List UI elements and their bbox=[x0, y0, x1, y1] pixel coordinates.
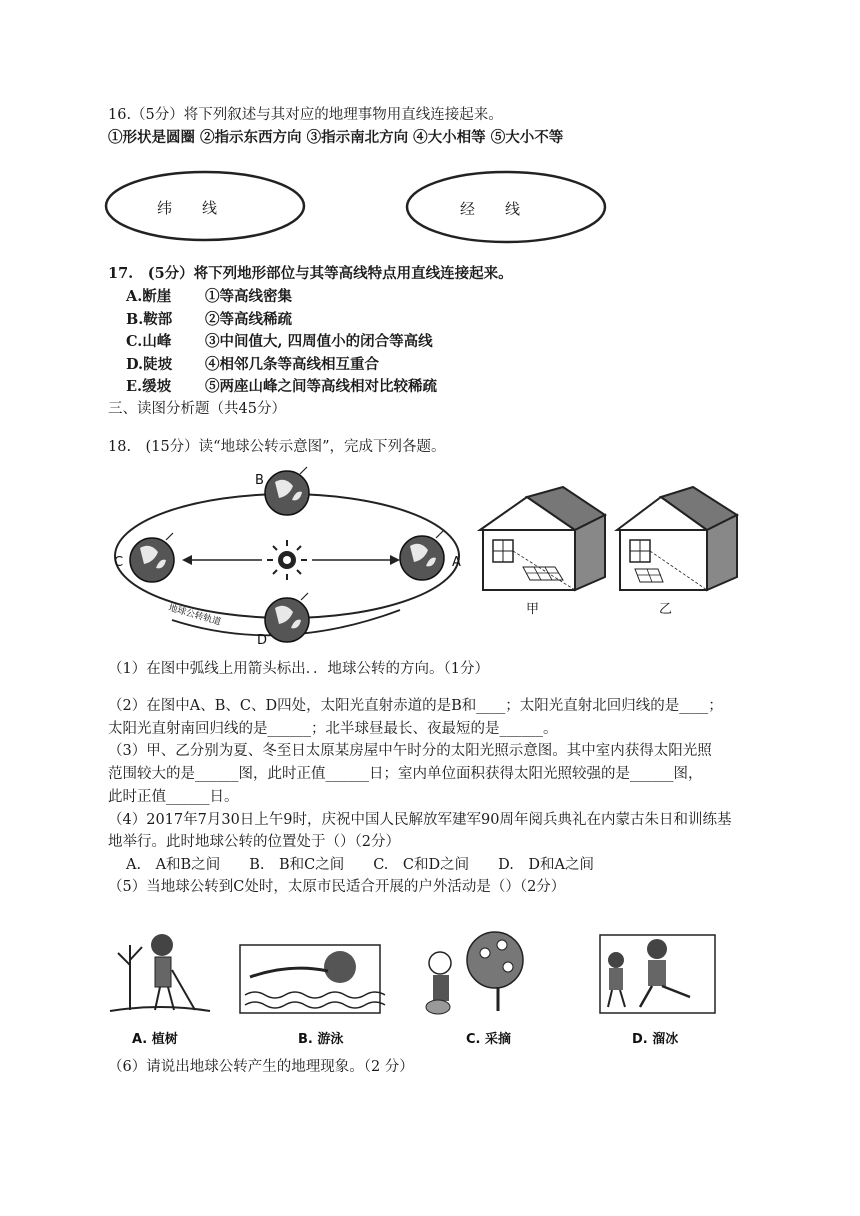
house-jia-label: 甲 bbox=[526, 602, 540, 617]
q17-row-e-right: ⑤两座山峰之间等高线相对比较稀疏 bbox=[205, 378, 437, 395]
q18-sub4-choices: A. A和B之间 B. B和C之间 C. C和D之间 D. D和A之间 bbox=[126, 857, 594, 873]
earth-icon-d bbox=[265, 593, 309, 642]
orbit-label-a: A bbox=[452, 555, 461, 570]
activity-d-label: D. 溜冰 bbox=[632, 1032, 679, 1047]
orbit-label-d: D bbox=[257, 633, 268, 648]
q18-sub6: （6）请说出地球公转产生的地理现象。（2 分） bbox=[108, 1059, 414, 1075]
orbit-label-c: C bbox=[114, 555, 124, 570]
earth-icon-c bbox=[130, 533, 174, 582]
activities-illustration bbox=[100, 915, 740, 1055]
q16-options: ①形状是圆圈 ②指示东西方向 ③指示南北方向 ④大小相等 ⑤大小不等 bbox=[108, 129, 564, 146]
earth-icon-b bbox=[265, 467, 309, 515]
q18-sub4-line1: （4）2017年7月30日上午9时，庆祝中国人民解放军建军90周年阅兵典礼在内蒙古朱日和训练基 bbox=[108, 812, 732, 828]
q17-row-b-right: ②等高线稀疏 bbox=[205, 311, 292, 328]
q18-sub4-line2: 地举行。此时地球公转的位置处于（）（2分） bbox=[108, 834, 400, 850]
q16-ellipses bbox=[0, 0, 860, 260]
latitude-label: 纬 线 bbox=[157, 199, 218, 217]
orbit-label-b: B bbox=[255, 473, 264, 488]
q17-row-c-right: ③中间值大, 四周值小的闭合等高线 bbox=[205, 333, 433, 350]
house-yi-label: 乙 bbox=[659, 602, 673, 617]
swimming-icon bbox=[240, 945, 385, 1013]
q17-title: 17. (5分）将下列地形部位与其等高线特点用直线连接起来。 bbox=[108, 265, 513, 282]
ice-skating-icon bbox=[600, 935, 715, 1013]
q17-row-e-left: E.缓坡 bbox=[126, 378, 172, 395]
q17-row-c-left: C.山峰 bbox=[126, 333, 172, 350]
q16-title: 16.（5分）将下列叙述与其对应的地理事物用直线连接起来。 bbox=[108, 107, 503, 123]
orbit-diagram bbox=[100, 460, 480, 655]
tree-planting-icon bbox=[110, 934, 210, 1011]
activity-a-label: A. 植树 bbox=[132, 1032, 178, 1047]
q18-sub3-line2: 范围较大的是______图，此时正值______日；室内单位面积获得太阳光照较强的是______图， bbox=[108, 766, 703, 782]
q18-title: 18. (15分）读“地球公转示意图”，完成下列各题。 bbox=[108, 439, 446, 455]
q17-row-d-right: ④相邻几条等高线相互重合 bbox=[205, 356, 379, 373]
q18-sub3-line1: （3）甲、乙分别为夏、冬至日太原某房屋中午时分的太阳光照示意图。其中室内获得太阳光照 bbox=[108, 743, 712, 759]
q18-sub2-line1: （2）在图中A、B、C、D四处，太阳光直射赤道的是B和____；太阳光直射北回归线的是____； bbox=[108, 698, 723, 714]
sun-icon bbox=[267, 540, 307, 580]
activity-c-label: C. 采摘 bbox=[466, 1032, 512, 1047]
longitude-label: 经 线 bbox=[460, 200, 521, 218]
orbit-track-label: 地球公转轨道 bbox=[167, 603, 222, 628]
q17-row-a-left: A.断崖 bbox=[126, 288, 172, 305]
house-jia-icon bbox=[480, 487, 605, 590]
activity-b-label: B. 游泳 bbox=[298, 1032, 344, 1047]
q18-sub5: （5）当地球公转到C处时，太原市民适合开展的户外活动是（）（2分） bbox=[108, 879, 566, 895]
section3-heading: 三、读图分析题（共45分） bbox=[108, 401, 286, 417]
earth-icon-a bbox=[400, 531, 444, 580]
q18-sub3-line3: 此时正值______日。 bbox=[108, 789, 239, 805]
house-yi-icon bbox=[617, 487, 737, 590]
houses-diagram bbox=[475, 485, 775, 615]
fruit-picking-icon bbox=[426, 932, 523, 1014]
q18-sub1: （1）在图中弧线上用箭头标出．．地球公转的方向。（1分） bbox=[108, 661, 489, 677]
q18-sub2-line2: 太阳光直射南回归线的是______；北半球昼最长、夜最短的是______。 bbox=[108, 721, 558, 737]
q17-row-b-left: B.鞍部 bbox=[126, 311, 173, 328]
q17-row-d-left: D.陡坡 bbox=[126, 356, 173, 373]
q17-row-a-right: ①等高线密集 bbox=[205, 288, 292, 305]
